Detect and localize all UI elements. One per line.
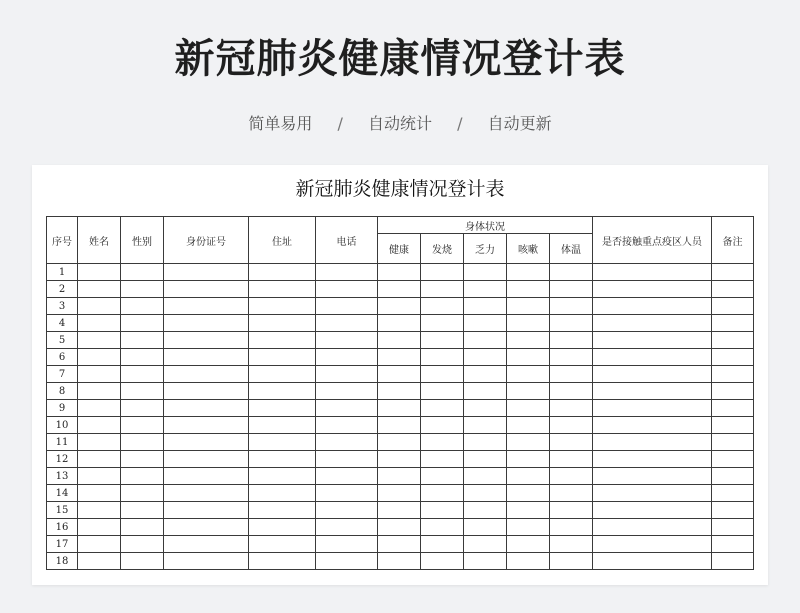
table-cell[interactable] [78, 281, 121, 298]
table-cell[interactable] [550, 502, 593, 519]
table-cell[interactable] [507, 383, 550, 400]
table-cell[interactable] [249, 281, 316, 298]
table-cell[interactable] [316, 264, 378, 281]
table-row [47, 553, 754, 570]
table-cell[interactable] [78, 366, 121, 383]
table-cell[interactable] [121, 383, 164, 400]
table-cell[interactable] [78, 315, 121, 332]
table-cell[interactable] [507, 264, 550, 281]
table-cell[interactable] [378, 519, 421, 536]
table-row [47, 315, 754, 332]
table-cell[interactable] [78, 264, 121, 281]
table-cell[interactable] [507, 502, 550, 519]
table-cell[interactable] [121, 366, 164, 383]
table-row [47, 383, 754, 400]
table-cell[interactable] [464, 383, 507, 400]
table-cell[interactable] [712, 281, 754, 298]
table-cell[interactable] [121, 281, 164, 298]
table-cell[interactable] [78, 468, 121, 485]
row-number: 2 [47, 281, 78, 298]
table-cell[interactable] [78, 400, 121, 417]
table-cell[interactable] [712, 383, 754, 400]
table-cell[interactable] [421, 434, 464, 451]
table-cell[interactable] [421, 519, 464, 536]
table-cell[interactable] [249, 536, 316, 553]
table-cell[interactable] [712, 451, 754, 468]
table-cell[interactable] [593, 485, 712, 502]
table-cell[interactable] [378, 281, 421, 298]
table-cell[interactable] [712, 519, 754, 536]
table-cell[interactable] [464, 264, 507, 281]
header-address: 住址 [249, 217, 316, 264]
table-cell[interactable] [507, 349, 550, 366]
table-cell[interactable] [78, 332, 121, 349]
row-number: 14 [47, 485, 78, 502]
row-number: 5 [47, 332, 78, 349]
table-cell[interactable] [507, 298, 550, 315]
table-cell[interactable] [164, 332, 249, 349]
row-number: 6 [47, 349, 78, 366]
table-cell[interactable] [78, 485, 121, 502]
table-cell[interactable] [507, 315, 550, 332]
table-cell[interactable] [249, 298, 316, 315]
header-name: 姓名 [78, 217, 121, 264]
table-cell[interactable] [249, 315, 316, 332]
table-cell[interactable] [550, 264, 593, 281]
table-cell[interactable] [249, 502, 316, 519]
table-cell[interactable] [164, 417, 249, 434]
table-cell[interactable] [593, 315, 712, 332]
table-cell[interactable] [249, 383, 316, 400]
table-cell[interactable] [378, 485, 421, 502]
table-cell[interactable] [421, 400, 464, 417]
table-cell[interactable] [378, 434, 421, 451]
table-cell[interactable] [507, 332, 550, 349]
row-number: 9 [47, 400, 78, 417]
table-cell[interactable] [378, 315, 421, 332]
table-row [47, 502, 754, 519]
tagline-bar [0, 112, 800, 136]
table-cell[interactable] [164, 349, 249, 366]
table-cell[interactable] [316, 519, 378, 536]
table-cell[interactable] [421, 315, 464, 332]
table-cell[interactable] [249, 417, 316, 434]
table-cell[interactable] [378, 264, 421, 281]
table-cell[interactable] [712, 264, 754, 281]
table-cell[interactable] [121, 502, 164, 519]
table-cell[interactable] [378, 536, 421, 553]
table-row [47, 366, 754, 383]
table-cell[interactable] [507, 468, 550, 485]
table-cell[interactable] [316, 502, 378, 519]
table-cell[interactable] [316, 400, 378, 417]
row-number: 1 [47, 264, 78, 281]
table-row [47, 434, 754, 451]
table-cell[interactable] [316, 281, 378, 298]
table-cell[interactable] [164, 281, 249, 298]
table-row [47, 349, 754, 366]
table-cell[interactable] [593, 400, 712, 417]
header-gender: 性别 [121, 217, 164, 264]
table-cell[interactable] [712, 434, 754, 451]
table-cell[interactable] [378, 400, 421, 417]
registration-table [46, 216, 754, 570]
table-cell[interactable] [249, 468, 316, 485]
table-cell[interactable] [464, 315, 507, 332]
table-cell[interactable] [550, 349, 593, 366]
table-cell[interactable] [164, 468, 249, 485]
table-cell[interactable] [316, 485, 378, 502]
table-cell[interactable] [121, 298, 164, 315]
table-cell[interactable] [421, 281, 464, 298]
page-title: 新冠肺炎健康情况登计表 [174, 36, 626, 82]
tagline-separator: / [337, 114, 343, 133]
table-cell[interactable] [249, 519, 316, 536]
header-seq: 序号 [47, 217, 78, 264]
table-cell[interactable] [593, 383, 712, 400]
table-row [47, 400, 754, 417]
table-cell[interactable] [78, 349, 121, 366]
table-cell[interactable] [550, 434, 593, 451]
table-cell[interactable] [316, 315, 378, 332]
table-cell[interactable] [249, 485, 316, 502]
table-row [47, 264, 754, 281]
table-cell[interactable] [316, 332, 378, 349]
row-number: 15 [47, 502, 78, 519]
table-cell[interactable] [464, 502, 507, 519]
table-cell[interactable] [464, 349, 507, 366]
table-cell[interactable] [164, 400, 249, 417]
table-cell[interactable] [593, 451, 712, 468]
table-cell[interactable] [507, 366, 550, 383]
row-number: 4 [47, 315, 78, 332]
sheet-title: 新冠肺炎健康情况登计表 [295, 178, 505, 200]
table-cell[interactable] [712, 502, 754, 519]
table-cell[interactable] [464, 417, 507, 434]
table-cell[interactable] [249, 434, 316, 451]
table-cell[interactable] [164, 434, 249, 451]
row-number: 16 [47, 519, 78, 536]
header-physical-status: 身体状况 [378, 217, 593, 234]
table-cell[interactable] [421, 417, 464, 434]
row-number: 3 [47, 298, 78, 315]
table-cell[interactable] [121, 315, 164, 332]
table-cell[interactable] [464, 553, 507, 570]
table-cell[interactable] [593, 553, 712, 570]
table-cell[interactable] [121, 332, 164, 349]
table-cell[interactable] [378, 502, 421, 519]
table-cell[interactable] [712, 468, 754, 485]
table-cell[interactable] [378, 468, 421, 485]
table-cell[interactable] [550, 332, 593, 349]
table-cell[interactable] [593, 298, 712, 315]
header-id-number: 身份证号 [164, 217, 249, 264]
table-cell[interactable] [249, 349, 316, 366]
table-cell[interactable] [464, 434, 507, 451]
table-cell[interactable] [507, 434, 550, 451]
table-cell[interactable] [421, 502, 464, 519]
table-cell[interactable] [593, 264, 712, 281]
table-cell[interactable] [507, 485, 550, 502]
table-cell[interactable] [249, 264, 316, 281]
table-cell[interactable] [464, 298, 507, 315]
table-cell[interactable] [378, 332, 421, 349]
tagline-auto-update: 自动更新 [487, 114, 552, 133]
table-cell[interactable] [164, 451, 249, 468]
table-cell[interactable] [316, 383, 378, 400]
table-cell[interactable] [164, 519, 249, 536]
table-cell[interactable] [593, 417, 712, 434]
table-cell[interactable] [316, 349, 378, 366]
table-cell[interactable] [507, 281, 550, 298]
table-cell[interactable] [421, 264, 464, 281]
table-cell[interactable] [712, 536, 754, 553]
table-cell[interactable] [593, 434, 712, 451]
table-cell[interactable] [121, 468, 164, 485]
table-cell[interactable] [593, 536, 712, 553]
table-cell[interactable] [550, 315, 593, 332]
row-number: 7 [47, 366, 78, 383]
table-cell[interactable] [78, 502, 121, 519]
table-cell[interactable] [316, 366, 378, 383]
table-cell[interactable] [593, 281, 712, 298]
tagline-separator: / [457, 114, 463, 133]
table-cell[interactable] [78, 536, 121, 553]
table-cell[interactable] [378, 366, 421, 383]
table-cell[interactable] [316, 434, 378, 451]
table-cell[interactable] [378, 417, 421, 434]
table-cell[interactable] [78, 553, 121, 570]
row-number: 12 [47, 451, 78, 468]
table-cell[interactable] [378, 553, 421, 570]
table-cell[interactable] [464, 451, 507, 468]
table-cell[interactable] [164, 536, 249, 553]
table-cell[interactable] [121, 349, 164, 366]
header-phone: 电话 [316, 217, 378, 264]
table-cell[interactable] [164, 366, 249, 383]
table-cell[interactable] [507, 519, 550, 536]
table-cell[interactable] [378, 298, 421, 315]
table-cell[interactable] [121, 264, 164, 281]
table-cell[interactable] [249, 400, 316, 417]
row-number: 8 [47, 383, 78, 400]
table-cell[interactable] [421, 485, 464, 502]
table-cell[interactable] [121, 553, 164, 570]
table-cell[interactable] [550, 281, 593, 298]
table-row [47, 332, 754, 349]
table-cell[interactable] [464, 400, 507, 417]
table-cell[interactable] [550, 519, 593, 536]
table-cell[interactable] [550, 451, 593, 468]
table-cell[interactable] [550, 400, 593, 417]
table-cell[interactable] [249, 332, 316, 349]
row-number: 13 [47, 468, 78, 485]
header-fever: 发烧 [421, 234, 464, 264]
row-number: 17 [47, 536, 78, 553]
tagline-easy: 简单易用 [248, 114, 313, 133]
table-cell[interactable] [593, 366, 712, 383]
table-cell[interactable] [316, 536, 378, 553]
table-cell[interactable] [464, 519, 507, 536]
table-row [47, 519, 754, 536]
table-cell[interactable] [712, 553, 754, 570]
table-cell[interactable] [507, 451, 550, 468]
table-cell[interactable] [593, 519, 712, 536]
table-cell[interactable] [712, 400, 754, 417]
table-cell[interactable] [78, 383, 121, 400]
table-cell[interactable] [121, 434, 164, 451]
table-cell[interactable] [507, 400, 550, 417]
table-cell[interactable] [421, 332, 464, 349]
table-cell[interactable] [464, 366, 507, 383]
table-cell[interactable] [249, 366, 316, 383]
table-row [47, 298, 754, 315]
table-row [47, 281, 754, 298]
table-body [47, 264, 754, 570]
table-cell[interactable] [464, 536, 507, 553]
table-cell[interactable] [593, 332, 712, 349]
header-remarks: 备注 [712, 217, 754, 264]
table-cell[interactable] [712, 349, 754, 366]
table-cell[interactable] [712, 366, 754, 383]
table-cell[interactable] [421, 536, 464, 553]
table-cell[interactable] [316, 553, 378, 570]
table-cell[interactable] [464, 332, 507, 349]
table-cell[interactable] [550, 468, 593, 485]
tagline-auto-stats: 自动统计 [367, 114, 432, 133]
table-cell[interactable] [507, 536, 550, 553]
table-cell[interactable] [593, 502, 712, 519]
table-cell[interactable] [550, 485, 593, 502]
table-cell[interactable] [421, 383, 464, 400]
table-cell[interactable] [164, 264, 249, 281]
table-cell[interactable] [421, 468, 464, 485]
table-cell[interactable] [712, 485, 754, 502]
table-cell[interactable] [78, 451, 121, 468]
table-cell[interactable] [121, 485, 164, 502]
header-fatigue: 乏力 [464, 234, 507, 264]
table-row [47, 536, 754, 553]
table-cell[interactable] [421, 349, 464, 366]
table-cell[interactable] [121, 451, 164, 468]
row-number: 11 [47, 434, 78, 451]
table-cell[interactable] [550, 383, 593, 400]
table-cell[interactable] [550, 417, 593, 434]
table-cell[interactable] [78, 519, 121, 536]
table-cell[interactable] [121, 400, 164, 417]
table-cell[interactable] [712, 332, 754, 349]
table-cell[interactable] [316, 417, 378, 434]
table-row [47, 417, 754, 434]
header-cough: 咳嗽 [507, 234, 550, 264]
table-row [47, 485, 754, 502]
table-cell[interactable] [464, 485, 507, 502]
table-cell[interactable] [507, 553, 550, 570]
table-cell[interactable] [421, 366, 464, 383]
table-cell[interactable] [421, 553, 464, 570]
table-cell[interactable] [316, 468, 378, 485]
table-cell[interactable] [78, 434, 121, 451]
table-cell[interactable] [378, 349, 421, 366]
table-cell[interactable] [121, 417, 164, 434]
spreadsheet-preview [32, 165, 768, 585]
table-cell[interactable] [593, 349, 712, 366]
table-cell[interactable] [550, 536, 593, 553]
table-cell[interactable] [550, 298, 593, 315]
table-cell[interactable] [464, 468, 507, 485]
table-row [47, 451, 754, 468]
table-cell[interactable] [378, 383, 421, 400]
table-cell[interactable] [249, 553, 316, 570]
header-temperature: 体温 [550, 234, 593, 264]
table-cell[interactable] [712, 417, 754, 434]
table-row [47, 468, 754, 485]
row-number: 10 [47, 417, 78, 434]
table-cell[interactable] [378, 451, 421, 468]
table-cell[interactable] [550, 366, 593, 383]
table-cell[interactable] [464, 281, 507, 298]
table-cell[interactable] [249, 451, 316, 468]
table-cell[interactable] [164, 383, 249, 400]
table-cell[interactable] [316, 451, 378, 468]
table-cell[interactable] [78, 417, 121, 434]
table-cell[interactable] [593, 468, 712, 485]
table-cell[interactable] [121, 519, 164, 536]
table-cell[interactable] [164, 315, 249, 332]
table-cell[interactable] [712, 298, 754, 315]
table-cell[interactable] [507, 417, 550, 434]
table-cell[interactable] [164, 502, 249, 519]
table-cell[interactable] [316, 298, 378, 315]
table-cell[interactable] [78, 298, 121, 315]
table-cell[interactable] [164, 553, 249, 570]
table-cell[interactable] [164, 298, 249, 315]
header-healthy: 健康 [378, 234, 421, 264]
header-contact: 是否接触重点疫区人员 [593, 217, 712, 264]
table-cell[interactable] [121, 536, 164, 553]
table-cell[interactable] [164, 485, 249, 502]
table-cell[interactable] [550, 553, 593, 570]
table-cell[interactable] [712, 315, 754, 332]
table-cell[interactable] [421, 451, 464, 468]
table-cell[interactable] [421, 298, 464, 315]
row-number: 18 [47, 553, 78, 570]
